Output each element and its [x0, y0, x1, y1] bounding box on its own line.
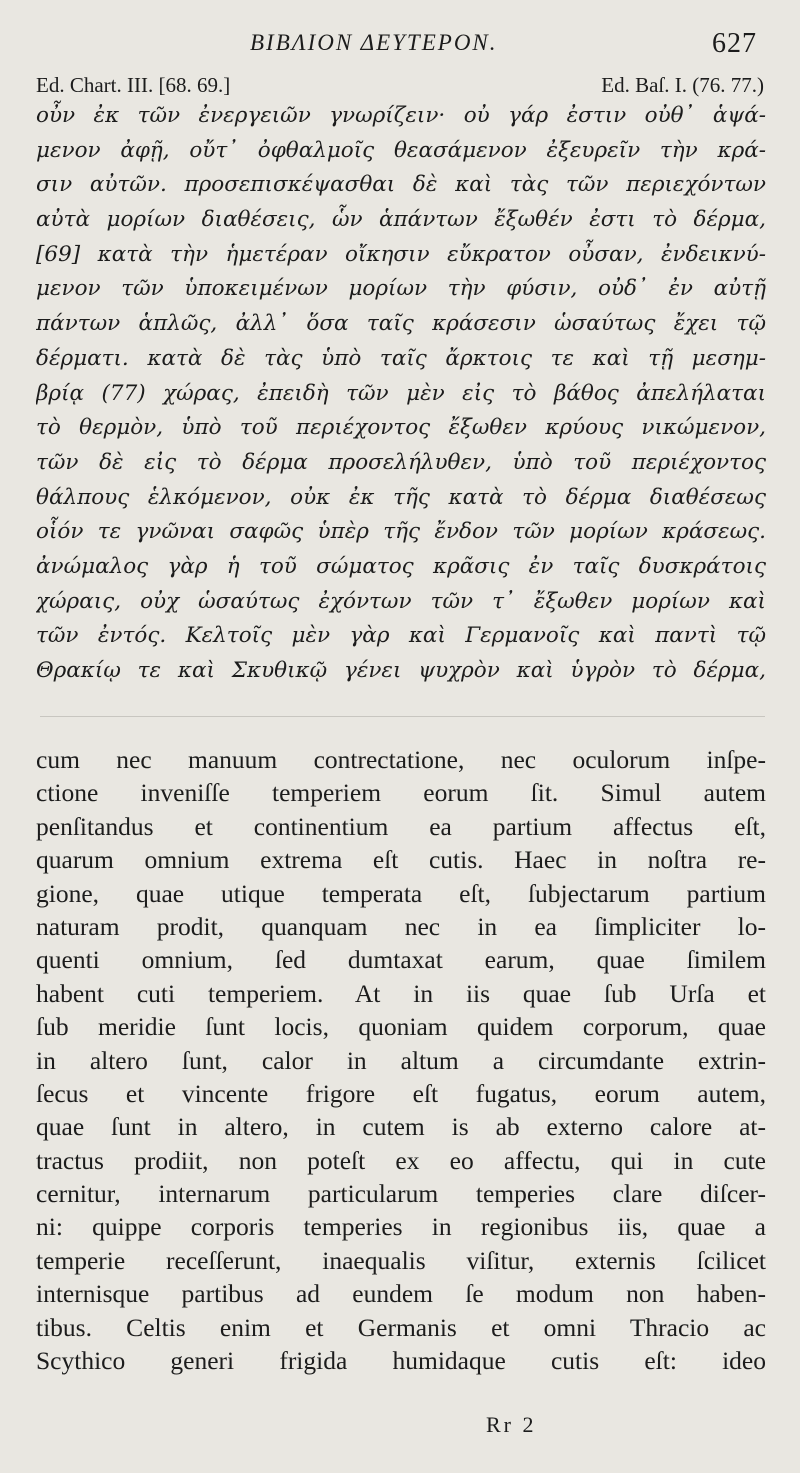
- page-number: 627: [712, 28, 757, 59]
- latin-text-line: habent cuti temperiem. At in iis quae ſub Urſa et: [36, 978, 766, 1008]
- latin-text-line: quarum omnium extrema eſt cutis. Haec in noſtra re-: [36, 845, 766, 875]
- latin-text-line: ctione inveniſſe temperiem eorum ſit. Simul autem: [36, 778, 766, 808]
- greek-text-line: οὖν ἐκ τῶν ἐνεργειῶν γνωρίζειν· οὐ γάρ ἐστιν οὐθ᾽ ἁψά-: [36, 103, 766, 128]
- greek-text-line: Θρακίῳ τε καὶ Σκυθικῷ γένει ψυχρὸν καὶ ὑγρὸν τὸ δέρμα,: [36, 658, 766, 683]
- edition-reference-basel: Ed. Baſ. I. (76. 77.): [601, 73, 764, 97]
- greek-text-line: βρίᾳ (77) χώρας, ἐπειδὴ τῶν μὲν εἰς τὸ βάθος ἀπελήλαται: [36, 380, 766, 406]
- edition-reference-chartier: Ed. Chart. III. [68. 69.]: [36, 73, 231, 97]
- latin-text-line: quenti omnium, ſed dumtaxat earum, quae ſimilem: [36, 945, 766, 975]
- latin-text-line: ſecus et vincente frigore eſt fugatus, eorum autem,: [36, 1078, 766, 1108]
- greek-text-block: [36, 99, 766, 689]
- running-title: ΒΙΒΛΙΟΝ ΔΕΥΤΕΡΟΝ.: [250, 30, 498, 55]
- latin-text-line: tibus. Celtis enim et Germanis et omni Thracio ac: [36, 1312, 766, 1342]
- signature-mark: Rr 2: [486, 1412, 537, 1437]
- latin-text-line: quae ſunt in altero, in cutem is ab externo calore at-: [36, 1112, 766, 1142]
- latin-text-line: penſitandus et continentium ea partium affectus eſt,: [36, 811, 766, 841]
- latin-text-line: cernitur, internarum particularum temperies clare diſcer-: [36, 1179, 766, 1209]
- latin-text-line: cum nec manuum contrectatione, nec oculorum inſpe-: [36, 745, 766, 774]
- latin-text-line: internisque partibus ad eundem ſe modum non haben-: [36, 1279, 766, 1309]
- latin-text-line: gione, quae utique temperata eſt, ſubjectarum partium: [36, 878, 766, 908]
- greek-text-line: ἀνώμαλος γὰρ ἡ τοῦ σώματος κρᾶσις ἐν ταῖς δυσκράτοις: [36, 553, 766, 579]
- greek-text-line: σιν αὐτῶν. προσεπισκέψασθαι δὲ καὶ τὰς τῶν περιεχόντων: [36, 172, 766, 198]
- greek-text-line: οἷόν τε γνῶναι σαφῶς ὑπὲρ τῆς ἔνδον τῶν μορίων κράσεως.: [36, 519, 766, 545]
- greek-text-line: [69] κατὰ τὴν ἡμετέραν οἴκησιν εὔκρατον οὖσαν, ἐνδεικνύ-: [36, 241, 766, 267]
- running-head: [0, 30, 800, 64]
- greek-text-line: χώραις, οὐχ ὡσαύτως ἐχόντων τῶν τ᾽ ἔξωθεν μορίων καὶ: [36, 588, 766, 614]
- latin-text-line: tractus prodiit, non poteſt ex eo affectu, qui in cute: [36, 1145, 766, 1175]
- greek-text-line: δέρματι. κατὰ δὲ τὰς ὑπὸ ταῖς ἄρκτοις τε καὶ τῇ μεσημ-: [36, 345, 766, 371]
- edition-reference-line: [36, 73, 764, 99]
- latin-text-line: in altero ſunt, calor in altum a circumdante extrin-: [36, 1045, 766, 1075]
- greek-text-line: τῶν δὲ εἰς τὸ δέρμα προσελήλυθεν, ὑπὸ τοῦ περιέχοντος: [36, 449, 766, 475]
- latin-text-line: Scythico generi frigida humidaque cutis eſt: ideo: [36, 1346, 766, 1376]
- latin-text-line: ſub meridie ſunt locis, quoniam quidem corporum, quae: [36, 1012, 766, 1042]
- greek-text-line: θάλπους ἑλκόμενον, οὐκ ἐκ τῆς κατὰ τὸ δέρμα διαθέσεως: [36, 484, 766, 510]
- greek-text-line: τῶν ἐντός. Κελτοῖς μὲν γὰρ καὶ Γερμανοῖς καὶ παντὶ τῷ: [36, 623, 766, 649]
- greek-text-line: μενον ἀφῇ, οὔτ᾽ ὀφθαλμοῖς θεασάμενον ἐξευρεῖν τὴν κρά-: [36, 137, 766, 163]
- section-divider: [40, 716, 765, 717]
- latin-text-line: naturam prodit, quanquam nec in ea ſimpliciter lo-: [36, 911, 766, 941]
- latin-text-line: temperie receſſerunt, inaequalis viſitur, externis ſcilicet: [36, 1245, 766, 1275]
- greek-text-line: πάντων ἁπλῶς, ἀλλ᾽ ὅσα ταῖς κράσεσιν ὡσαύτως ἔχει τῷ: [36, 311, 766, 337]
- latin-text-block: [36, 743, 766, 1377]
- greek-text-line: αὐτὰ μορίων διαθέσεις, ὧν ἁπάντων ἔξωθέν ἐστι τὸ δέρμα,: [36, 207, 766, 233]
- greek-text-line: τὸ θερμὸν, ὑπὸ τοῦ περιέχοντος ἔξωθεν κρύους νικώμενον,: [36, 415, 766, 441]
- greek-text-line: μενον τῶν ὑποκειμένων μορίων τὴν φύσιν, οὐδ᾽ ἐν αὐτῇ: [36, 276, 766, 302]
- latin-text-line: ni: quippe corporis temperies in regionibus iis, quae a: [36, 1212, 766, 1242]
